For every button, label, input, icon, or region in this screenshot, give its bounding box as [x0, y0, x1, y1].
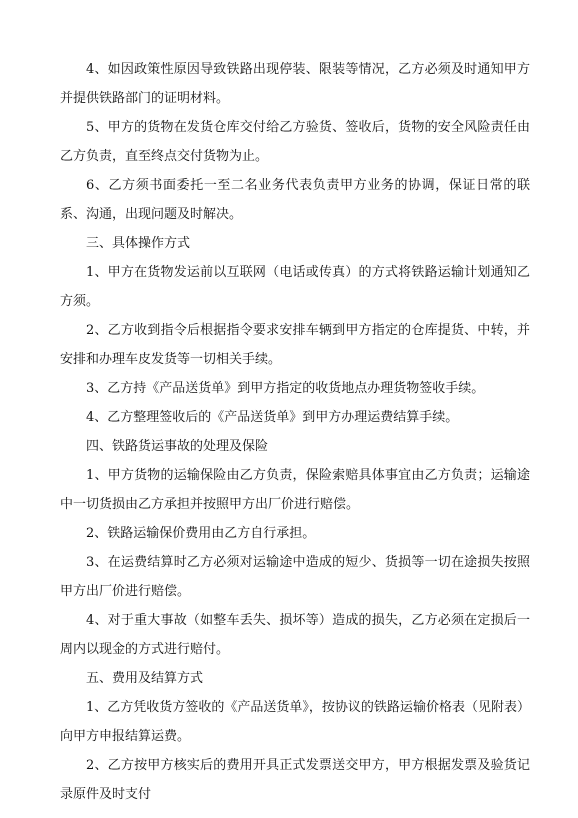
paragraph-acc-2: 2、铁路运输保价费用由乙方自行承担。: [86, 526, 316, 541]
paragraph-op-1: 1、甲方在货物发运前以互联网（电话或传真）的方式将铁路运输计划通知乙方须。: [60, 265, 530, 309]
paragraph-5-safety-risk: 5、甲方的货物在发货仓库交付给乙方验货、签收后，货物的安全风险责任由乙方负责，直至终点交付货物为止。: [60, 120, 530, 164]
paragraph-acc-4: 4、对于重大事故（如整车丢失、损坏等）造成的损失，乙方必须在定损后一周内以现金的方式进行赔付。: [60, 613, 530, 657]
paragraph-fee-2: 2、乙方按甲方核实后的费用开具正式发票送交甲方，甲方根据发票及验货记录原件及时支付: [60, 758, 530, 802]
paragraph-fee-1: 1、乙方凭收货方签收的《产品送货单》，按协议的铁路运输价格表（见附表）向甲方申报结算运费。: [60, 700, 530, 744]
paragraph-4-policy-halt: 4、如因政策性原因导致铁路出现停装、限装等情况，乙方必须及时通知甲方并提供铁路部门的证明材料。: [60, 62, 530, 106]
section-heading-fees: 五、费用及结算方式: [86, 671, 204, 686]
paragraph-acc-1: 1、甲方货物的运输保险由乙方负责，保险索赔具体事宜由乙方负责；运输途中一切货损由乙方承担并按照甲方出厂价进行赔偿。: [60, 468, 530, 512]
section-heading-operation: 三、具体操作方式: [86, 236, 191, 251]
section-heading-accident: 四、铁路货运事故的处理及保险: [86, 439, 269, 454]
paragraph-op-2: 2、乙方收到指令后根据指令要求安排车辆到甲方指定的仓库提货、中转，并安排和办理车皮发货等一切相关手续。: [60, 323, 530, 367]
paragraph-6-representative: 6、乙方须书面委托一至二名业务代表负责甲方业务的协调，保证日常的联系、沟通，出现问题及时解决。: [60, 178, 530, 222]
paragraph-op-4: 4、乙方整理签收后的《产品送货单》到甲方办理运费结算手续。: [86, 410, 459, 425]
paragraph-acc-3: 3、在运费结算时乙方必须对运输途中造成的短少、货损等一切在途损失按照甲方出厂价进行赔偿。: [60, 555, 530, 599]
document-body: [60, 55, 530, 809]
paragraph-op-3: 3、乙方持《产品送货单》到甲方指定的收货地点办理货物签收手续。: [86, 381, 485, 396]
